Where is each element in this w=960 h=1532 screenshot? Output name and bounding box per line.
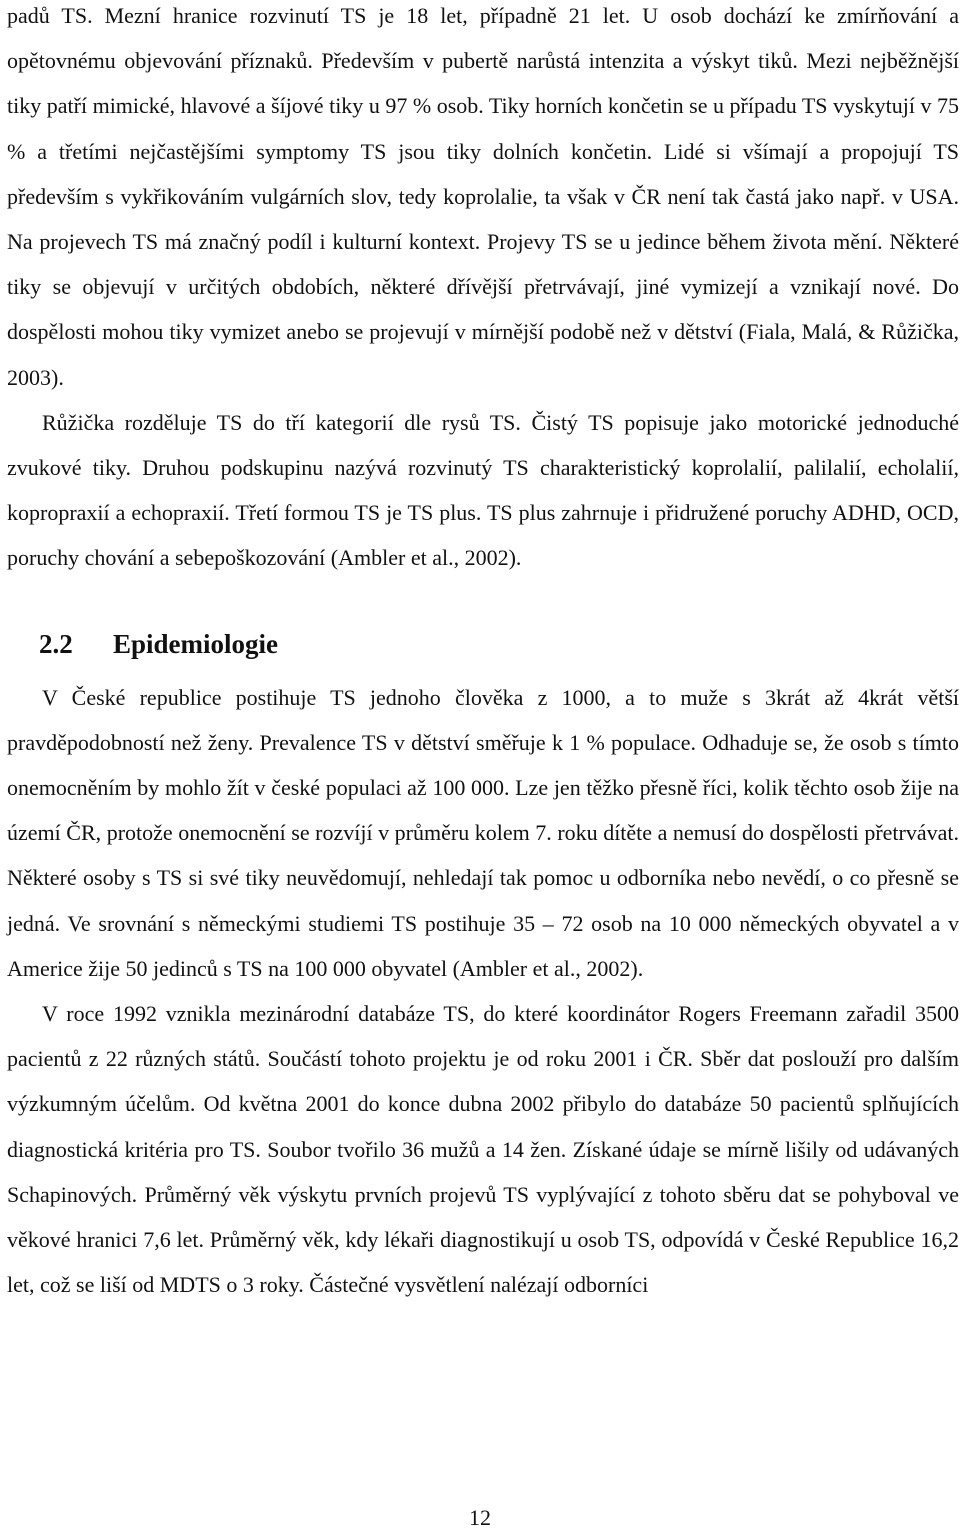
section-heading [7, 628, 959, 660]
document-page [7, 0, 959, 1307]
paragraph-categories: Růžička rozděluje TS do tří kategorií dle rysů TS. Čistý TS popisuje jako motorické jednoduché zvukové tiky. Druhou podskupinu nazývá rozvinutý TS charakteristický koprolalií, palilalií, echolalií, kopropraxií a echopraxií. Třetí formou TS je TS plus. TS plus zahrnuje i přidružené poruchy ADHD, OCD, poruchy chování a sebepoškozování (Ambler et al., 2002). [7, 409, 959, 571]
paragraph-symptoms: padů TS. Mezní hranice rozvinutí TS je 18 let, případně 21 let. U osob dochází ke zmírňování a opětovnému objevování příznaků. Především v pubertě narůstá intenzita a výskyt tiků. Mezi nejběžnější tiky patří mimické, hlavové a šíjové tiky u 97 % osob. Tiky horních končetin se u případu TS vyskytují v 75 % a třetími nejčastějšími symptomy TS jsou tiky dolních končetin. Lidé si všímají a propojují TS především s vykřikováním vulgárních slov, tedy koprolalie, ta však v ČR není tak častá jako např. v USA. Na projevech TS má značný podíl i kulturní kontext. Projevy TS se u jedince během života mění. Některé tiky se objevují v určitých obdobích, některé dřívější přetrvávají, jiné vymizejí a vznikají nové. Do dospělosti mohou tiky vymizet anebo se projevují v mírnější podobě než v dětství (Fiala, Malá, & Růžička, 2003). [7, 3, 959, 390]
paragraph-prevalence: V České republice postihuje TS jednoho člověka z 1000, a to muže s 3krát až 4krát větší pravděpodobností než ženy. Prevalence TS v dětství směřuje k 1 % populace. Odhaduje se, že osob s tímto onemocněním by mohlo žít v české populaci až 100 000. Lze jen těžko přesně říci, kolik těchto osob žije na území ČR, protože onemocnění se rozvíjí v průměru kolem 7. roku dítěte a nemusí do dospělosti přetrvávat. Některé osoby s TS si své tiky neuvědomují, nehledají tak pomoc u odborníka nebo nevědí, o co přesně se jedná. Ve srovnání s německými studiemi TS postihuje 35 – 72 osob na 10 000 německých obyvatel a v Americe žije 50 jedinců s TS na 100 000 obyvatel (Ambler et al., 2002). [7, 684, 959, 981]
page-number: 12 [469, 1505, 491, 1530]
section-title: Epidemiologie [113, 628, 279, 659]
section-number: 2.2 [39, 628, 73, 659]
paragraph-database: V roce 1992 vznikla mezinárodní databáze TS, do které koordinátor Rogers Freemann zařadil 3500 pacientů z 22 různých států. Součástí tohoto projektu je od roku 2001 i ČR. Sběr dat poslouží pro dalším výzkumným účelům. Od května 2001 do konce dubna 2002 přibylo do databáze 50 pacientů splňujících diagnostická kritéria pro TS. Soubor tvořilo 36 mužů a 14 žen. Získané údaje se mírně lišily od udávaných Schapinových. Průměrný věk výskytu prvních projevů TS vyplývající z tohoto sběru dat se pohyboval ve věkové hranici 7,6 let. Průměrný věk, kdy lékaři diagnostikují u osob TS, odpovídá v České Republice 16,2 let, což se liší od MDTS o 3 roky. Částečné vysvětlení nalézají odborníci [7, 1001, 959, 1298]
